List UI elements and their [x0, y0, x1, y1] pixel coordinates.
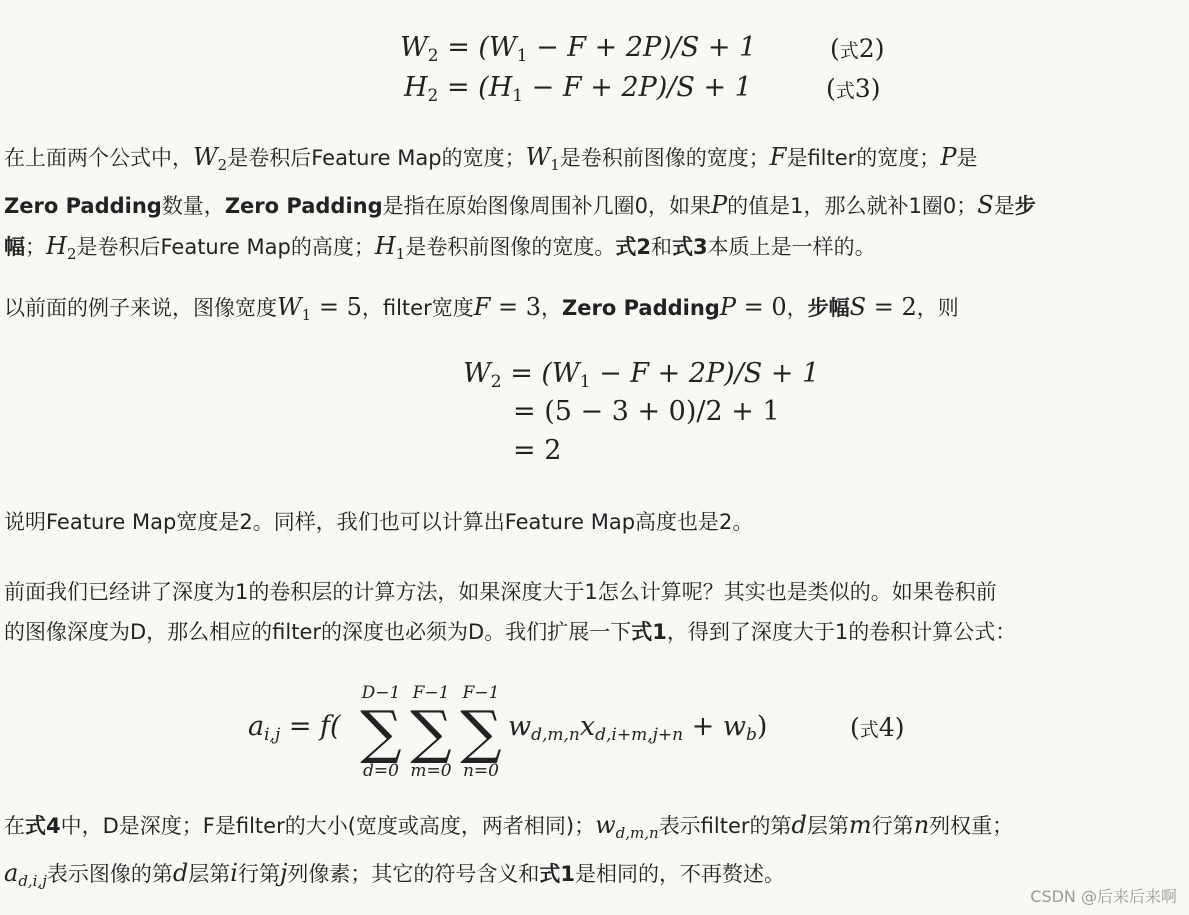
sum-m: F−1 ∑ m=0 [410, 683, 452, 781]
calc-line-3: = 2 [513, 435, 562, 466]
sum-d: D−1 ∑ d=0 [360, 683, 402, 781]
formula-3: $H_2 = (H_1 - F + 2P)/S + 1$ [404, 72, 752, 106]
paragraph-formula-explanation: 在上面两个公式中，$W_2$是卷积后Feature Map的宽度；$W_1$是卷积前图像的宽度；F是filter的宽度；P是 Zero Padding数量，Zero Padding是指在原始图像周围补几圈0，如果P的值是1，那么就补1圈0；S是步 幅；$H_2$是卷积后Feature Map的高度；$H_1$是卷积前图像的宽度。式2和式3本质上是一样的。 [4, 143, 1036, 264]
paragraph-depth: 前面我们已经讲了深度为1的卷积层的计算方法，如果深度大于1怎么计算呢？其实也是类似的。如果卷积前 的图像深度为D，那么相应的filter的深度也必须为D。我们扩展一下式1，得到了深度大于1的卷积计算公式： [4, 580, 1017, 644]
formula-4-tag: (式4) [850, 713, 905, 742]
formula-3-tag: (式3) [826, 74, 881, 103]
csdn-watermark: CSDN @后来后来啊 [1030, 887, 1177, 906]
paragraph-formula4-explanation: 在式4中，D是深度；F是filter的大小(宽度或高度，两者相同)；$w_{d,m,n}$表示filter的第d层第m行第n列权重； $a_{d,i,j}$表示图像的第d层第i行第j列像素；其它的符号含义和式1是相同的，不再赘述。 [4, 811, 1014, 891]
calc-line-2: = (5 − 3 + 0)/2 + 1 [513, 396, 780, 427]
paragraph-result: 说明Feature Map宽度是2。同样，我们也可以计算出Feature Map高度也是2。 [4, 510, 754, 534]
formula-2-tag: (式2) [830, 34, 885, 63]
formula-2: $W_2 = (W_1 - F + 2P)/S + 1$ [400, 32, 757, 66]
sum-n: F−1 ∑ n=0 [460, 683, 502, 781]
formula-4-lhs: $a_{i,j} = f$( [248, 711, 341, 745]
paragraph-example: 以前面的例子来说，图像宽度$W_1 = 5$，filter宽度F = 3，Zero PaddingP = 0，步幅S = 2，则 [4, 293, 959, 325]
calc-line-1: $W_2 = (W_1 - F + 2P)/S + 1$ [463, 358, 820, 392]
formula-4-rhs: $w_{d,m,n}x_{d,i+m,j+n} + w_b$) [508, 711, 768, 745]
